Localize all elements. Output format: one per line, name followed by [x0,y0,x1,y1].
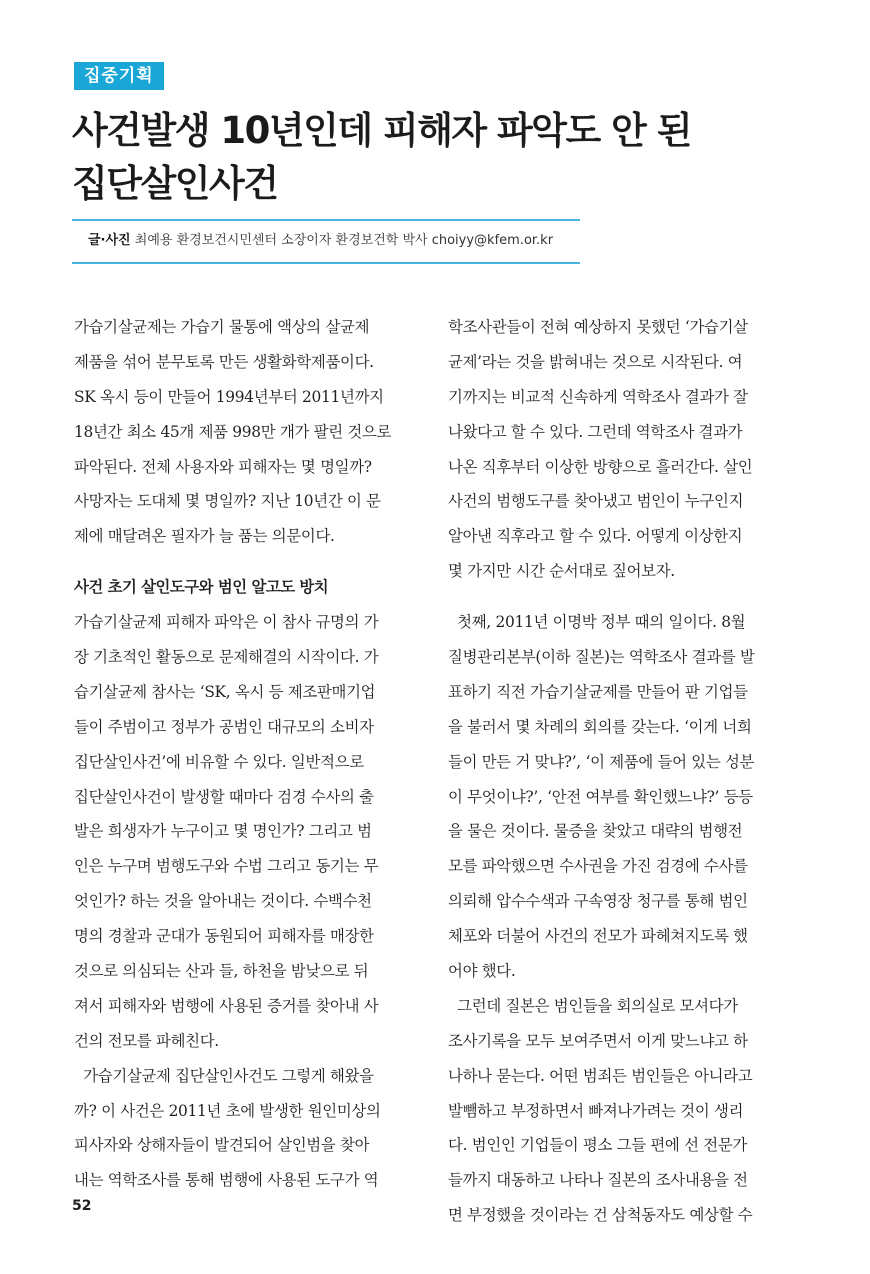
byline-bottom-rule [72,262,580,264]
text-line: 제품을 섞어 분무토록 만든 생활화학제품이다. [74,352,374,371]
title-line: 사건발생 10년인데 피해자 파악도 안 된 [72,109,692,152]
text-line: 사건의 범행도구를 찾아냈고 범인이 누구인지 [448,492,744,511]
text-line: 모를 파악했으면 수사권을 가진 검경에 수사를 [448,857,748,876]
text-line: 조사기록을 모두 보여주면서 이게 맞느냐고 하 [448,1031,748,1050]
text-line: 다. 범인인 기업들이 평소 그들 편에 선 전문가 [448,1136,747,1155]
text-line: 엇인가? 하는 것을 알아내는 것이다. 수백수천 [74,892,372,911]
text-line: 의뢰해 압수수색과 구속영장 청구를 통해 범인 [448,892,748,911]
text-line: 을 불러서 몇 차례의 회의를 갖는다. ‘이게 너희 [448,717,752,736]
text-line: 져서 피해자와 범행에 사용된 증거를 찾아내 사 [74,996,379,1015]
byline [88,231,588,251]
text-line: 균제’라는 것을 밝혀내는 것으로 시작된다. 여 [448,352,743,371]
text-line: 들이 만든 거 맞냐?’, ‘이 제품에 들어 있는 성분 [448,752,755,771]
paragraph-gap [74,554,423,570]
byline-top-rule [72,219,580,221]
text-line: 집단살인사건이 발생할 때마다 검경 수사의 출 [74,787,374,806]
text-line: 나온 직후부터 이상한 방향으로 흘러간다. 살인 [448,457,753,476]
text-line: 집단살인사건’에 비유할 수 있다. 일반적으로 [74,752,364,771]
text-line: 가습기살균제는 가습기 물통에 액상의 살균제 [74,318,370,336]
text-line: 알아낸 직후라고 할 수 있다. 어떻게 이상한지 [448,527,743,546]
text-line: SK 옥시 등이 만들어 1994년부터 2011년까지 [74,387,384,406]
text-line: 첫째, 2011년 이명박 정부 때의 일이다. 8월 [448,613,746,632]
text-line: 장 기초적인 활동으로 문제해결의 시작이다. 가 [74,648,379,667]
text-line: 습기살균제 참사는 ‘SK, 옥시 등 제조판매기업 [74,682,376,701]
text-line: 들까지 대동하고 나타나 질본의 조사내용을 전 [448,1171,748,1190]
text-line: 그런데 질본은 범인들을 회의실로 모셔다가 [448,996,738,1015]
text-line: 나하나 묻는다. 어떤 범죄든 범인들은 아니라고 [448,1066,753,1085]
text-line: 을 물은 것이다. 물증을 찾았고 대략의 범행전 [448,822,743,841]
text-line: 발뺌하고 부정하면서 빠져나가려는 것이 생리 [448,1101,744,1120]
title-line: 집단살인사건 [72,162,278,205]
text-line: 사망자는 도대체 몇 명일까? 지난 10년간 이 문 [74,492,381,511]
byline-text: 최예용 환경보건시민센터 소장이자 환경보건학 박사 choiyy@kfem.or.kr [134,233,554,248]
text-line: 명의 경찰과 군대가 동원되어 피해자를 매장한 [74,927,374,946]
paragraph-gap [448,589,797,605]
section-tag: 집중기획 [74,62,164,90]
text-line: 어야 했다. [448,962,516,981]
text-line: 면 부정했을 것이라는 건 삼척동자도 예상할 수 [448,1206,753,1225]
text-line: 파악된다. 전체 사용자와 피해자는 몇 명일까? [74,457,372,476]
text-line: 기까지는 비교적 신속하게 역학조사 결과가 잘 [448,387,748,406]
text-line: 들이 주범이고 정부가 공범인 대규모의 소비자 [74,717,374,736]
text-line: 것으로 의심되는 산과 들, 하천을 밤낮으로 뒤 [74,962,369,981]
text-line: 피사자와 상해자들이 발견되어 살인범을 찾아 [74,1136,370,1155]
text-line: 내는 역학조사를 통해 범행에 사용된 도구가 역 [74,1171,379,1190]
text-line: 건의 전모를 파헤친다. [74,1031,219,1050]
text-line: 이 무엇이냐?’, ‘안전 여부를 확인했느냐?’ 등등 [448,787,753,806]
text-line: 질병관리본부(이하 질본)는 역학조사 결과를 발 [448,648,755,667]
text-line: 학조사관들이 전혀 예상하지 못했던 ‘가습기살 [448,318,748,336]
text-line: 표하기 직전 가습기살균제를 만들어 판 기업들 [448,682,748,701]
text-line: 나왔다고 할 수 있다. 그런데 역학조사 결과가 [448,422,743,441]
text-line: 가습기살균제 피해자 파악은 이 참사 규명의 가 [74,613,379,632]
text-line: 18년간 최소 45개 제품 998만 개가 팔린 것으로 [74,422,392,441]
text-line: 발은 희생자가 누구이고 몇 명인가? 그리고 범 [74,822,372,841]
article-title [72,104,712,210]
text-line: 체포와 더불어 사건의 전모가 파헤쳐지도록 했 [448,927,748,946]
text-line: 제에 매달려온 필자가 늘 품는 의문이다. [74,527,335,546]
page-number: 52 [72,1198,92,1214]
right-column [448,310,797,1233]
byline-label: 글·사진 [88,233,131,248]
subheading: 사건 초기 살인도구와 범인 알고도 방치 [74,578,329,597]
text-line: 가습기살균제 집단살인사건도 그렇게 해왔을 [74,1066,374,1085]
text-line: 까? 이 사건은 2011년 초에 발생한 원인미상의 [74,1101,381,1120]
text-line: 몇 가지만 시간 순서대로 짚어보자. [448,562,675,581]
left-column [74,310,423,1198]
text-line: 인은 누구며 범행도구와 수법 그리고 동기는 무 [74,857,379,876]
